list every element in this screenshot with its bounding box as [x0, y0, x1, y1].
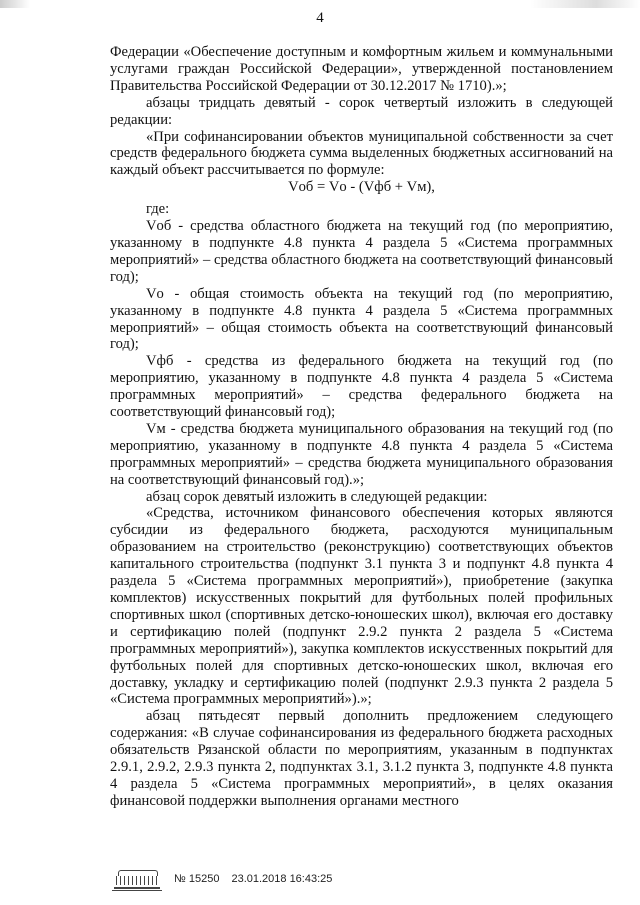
paragraph-continuation: Федерации «Обеспечение доступным и комфортным жильем и коммунальными услугами граждан Российской Федерации», утвержденной постановлением Правительства Российской Федерации от 30.12.2017 № 1710).»;	[110, 44, 613, 94]
formula: Vоб = Vо - (Vфб + Vм),	[288, 179, 435, 196]
footer-datetime: 23.01.2018 16:43:25	[231, 873, 333, 885]
paragraph-instruction-51: абзац пятьдесят первый дополнить предложением следующего содержания: «В случае софинансирования из федерального бюджета расходных обязательств Рязанской области по мероприятиям, указанным в подпунктах 2.9.1, 2.9.2, 2.9.3 пункта 2, подпунктах 3.1, 3.1.2 пункта 3, подпункте 4.8 пункта 4 раздела 5 «Система программных мероприятий», в целях оказания финансовой поддержки выполнения органами местного	[110, 708, 613, 809]
definition-vfb: Vфб - средства из федерального бюджета на текущий год (по мероприятию, указанному в подпункте 4.8 пункта 4 раздела 5 «Система программных мероприятий» – средства федерального бюджета на соответствующий финансовый год);	[110, 353, 613, 421]
paragraph-federal-subsidies: «Средства, источником финансового обеспечения которых являются субсидии из федерального бюджета, расходуются муниципальным образованием на строительство (реконструкцию) соответствующих объектов капитального строительства (подпункт 3.1 пункта 3 и подпункт 4.8 пункта 4 раздела 5 «Система программных мероприятий»), приобретение (закупка комплектов) искусственных покрытий для футбольных полей профильных спортивных школ (спортивных детско-юношеских школ), включая его доставку и сертификацию полей (подпункт 2.9.2 пункта 2 раздела 5 «Система программных мероприятий»), закупка комплектов искусственных покрытий для футбольных полей для спортивных детско-юношеских школ, включая его доставку, укладку и сертификацию полей (подпункт 2.9.3 пункта 2 раздела 5 «Система программных мероприятий»).»;	[110, 505, 613, 708]
paragraph-instruction-49: абзац сорок девятый изложить в следующей редакции:	[146, 488, 488, 505]
paragraph-cofinancing-intro: «При софинансировании объектов муниципальной собственности за счет средств федерального бюджета сумма выделенных бюджетных ассигнований на каждый объект рассчитывается по формуле:	[110, 128, 613, 179]
scan-artifact-right	[530, 0, 640, 8]
paragraph-instruction-39-44: абзацы тридцать девятый - сорок четвертый изложить в следующей редакции:	[110, 94, 613, 128]
scan-artifact-left	[0, 0, 30, 8]
formula-where: где:	[146, 201, 170, 218]
definition-vm: Vм - средства бюджета муниципального образования на текущий год (по мероприятию, указанному в подпункте 4.8 пункта 4 раздела 5 «Система программных мероприятий» – средства бюджета муниципального образования на соответствующий финансовый год).»;	[110, 420, 613, 488]
definition-vob: Vоб - средства областного бюджета на текущий год (по мероприятию, указанному в подпункте 4.8 пункта 4 раздела 5 «Система программных мероприятий» – средства областного бюджета на соответствующий финансовый год);	[110, 218, 613, 285]
document-body	[110, 44, 613, 810]
definition-vo: Vо - общая стоимость объекта на текущий год (по мероприятию, указанному в подпункте 4.8 пункта 4 раздела 5 «Система программных мероприятий» – общая стоимость объекта на соответствующий финансовый год);	[110, 285, 613, 353]
footer-doc-number: № 15250	[174, 873, 220, 885]
page-number: 4	[316, 10, 324, 26]
footer	[112, 866, 332, 892]
government-building-logo-icon	[112, 868, 162, 891]
